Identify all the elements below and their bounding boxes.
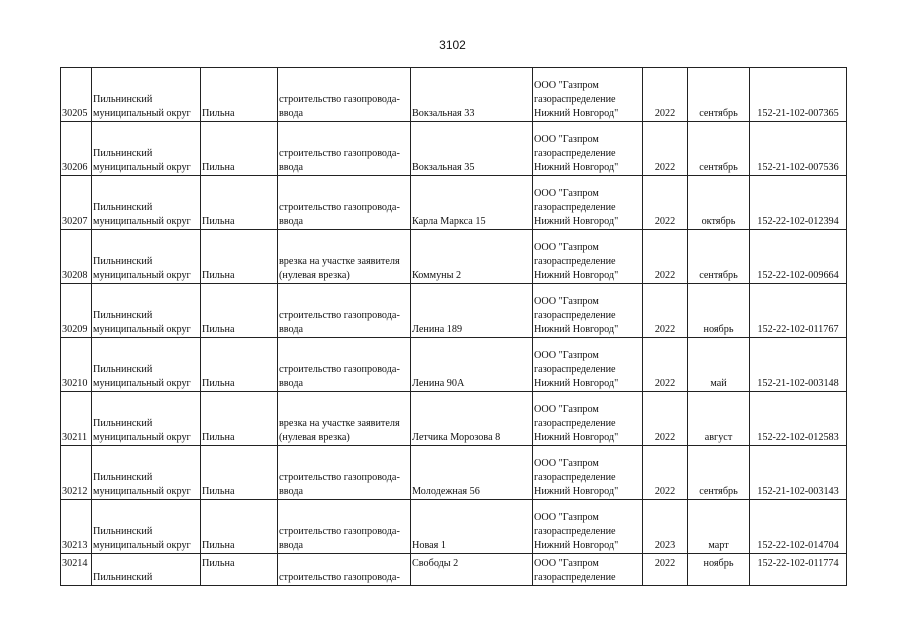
- table-row: [61, 122, 847, 176]
- application-code-cell: 152-22-102-012394: [750, 176, 847, 230]
- organization-cell: ООО "Газпром газораспределение Нижний Новгород": [533, 446, 643, 500]
- settlement-cell: Пильна: [201, 338, 278, 392]
- table-row: [61, 68, 847, 122]
- year-cell: 2022: [643, 446, 688, 500]
- table-row: [61, 554, 847, 586]
- application-code-cell: 152-21-102-003143: [750, 446, 847, 500]
- month-cell: ноябрь: [688, 554, 750, 586]
- settlement-cell: Пильна: [201, 230, 278, 284]
- year-cell: 2022: [643, 68, 688, 122]
- year-cell: 2022: [643, 176, 688, 230]
- table-row: [61, 500, 847, 554]
- page-number: 3102: [439, 38, 466, 52]
- work-type-cell: врезка на участке заявителя (нулевая врезка): [278, 392, 411, 446]
- application-code-cell: 152-22-102-012583: [750, 392, 847, 446]
- organization-cell: ООО "Газпром газораспределение Нижний Новгород": [533, 500, 643, 554]
- work-type-cell: врезка на участке заявителя (нулевая врезка): [278, 230, 411, 284]
- month-cell: август: [688, 392, 750, 446]
- settlement-cell: Пильна: [201, 68, 278, 122]
- application-code-cell: 152-21-102-003148: [750, 338, 847, 392]
- organization-cell: ООО "Газпром газораспределение Нижний Новгород": [533, 284, 643, 338]
- row-number: 30208: [61, 230, 92, 284]
- application-code-cell: 152-22-102-011767: [750, 284, 847, 338]
- table-row: [61, 230, 847, 284]
- row-number: 30210: [61, 338, 92, 392]
- address-cell: Карла Маркса 15: [411, 176, 533, 230]
- address-cell: Новая 1: [411, 500, 533, 554]
- organization-cell: ООО "Газпром газораспределение Нижний Новгород": [533, 122, 643, 176]
- year-cell: 2023: [643, 500, 688, 554]
- work-type-cell: строительство газопровода- ввода: [278, 338, 411, 392]
- table-row: [61, 176, 847, 230]
- work-type-cell: строительство газопровода- ввода: [278, 446, 411, 500]
- month-cell: май: [688, 338, 750, 392]
- application-code-cell: 152-22-102-011774: [750, 554, 847, 586]
- year-cell: 2022: [643, 284, 688, 338]
- month-cell: сентябрь: [688, 68, 750, 122]
- municipality-cell: Пильнинский муниципальный округ: [92, 446, 201, 500]
- organization-cell: ООО "Газпром газораспределение Нижний Новгород": [533, 230, 643, 284]
- work-type-cell: строительство газопровода- ввода: [278, 176, 411, 230]
- table-row: [61, 338, 847, 392]
- application-code-cell: 152-21-102-007365: [750, 68, 847, 122]
- work-type-cell: строительство газопровода- ввода: [278, 122, 411, 176]
- organization-cell: ООО "Газпром газораспределение Нижний Новгород": [533, 392, 643, 446]
- organization-cell: ООО "Газпром газораспределение: [533, 554, 643, 586]
- settlement-cell: Пильна: [201, 392, 278, 446]
- application-code-cell: 152-22-102-014704: [750, 500, 847, 554]
- work-type-cell: строительство газопровода- ввода: [278, 68, 411, 122]
- row-number: 30212: [61, 446, 92, 500]
- application-code-cell: 152-22-102-009664: [750, 230, 847, 284]
- month-cell: ноябрь: [688, 284, 750, 338]
- organization-cell: ООО "Газпром газораспределение Нижний Новгород": [533, 338, 643, 392]
- organization-cell: ООО "Газпром газораспределение Нижний Новгород": [533, 176, 643, 230]
- year-cell: 2022: [643, 554, 688, 586]
- month-cell: сентябрь: [688, 230, 750, 284]
- settlement-cell: Пильна: [201, 122, 278, 176]
- gas-connection-table: [60, 67, 847, 586]
- row-number: 30214: [61, 554, 92, 586]
- year-cell: 2022: [643, 392, 688, 446]
- settlement-cell: Пильна: [201, 500, 278, 554]
- table-row: [61, 392, 847, 446]
- table-body: [61, 68, 847, 586]
- municipality-cell: Пильнинский муниципальный округ: [92, 230, 201, 284]
- address-cell: Летчика Морозова 8: [411, 392, 533, 446]
- application-code-cell: 152-21-102-007536: [750, 122, 847, 176]
- month-cell: сентябрь: [688, 446, 750, 500]
- settlement-cell: Пильна: [201, 446, 278, 500]
- municipality-cell: Пильнинский муниципальный округ: [92, 338, 201, 392]
- year-cell: 2022: [643, 230, 688, 284]
- row-number: 30206: [61, 122, 92, 176]
- row-number: 30207: [61, 176, 92, 230]
- month-cell: сентябрь: [688, 122, 750, 176]
- organization-cell: ООО "Газпром газораспределение Нижний Новгород": [533, 68, 643, 122]
- municipality-cell: Пильнинский муниципальный округ: [92, 176, 201, 230]
- municipality-cell: Пильнинский муниципальный округ: [92, 500, 201, 554]
- municipality-cell: Пильнинский муниципальный округ: [92, 68, 201, 122]
- municipality-cell: Пильнинский муниципальный округ: [92, 122, 201, 176]
- table-row: [61, 284, 847, 338]
- year-cell: 2022: [643, 122, 688, 176]
- municipality-cell: Пильнинский муниципальный округ: [92, 392, 201, 446]
- settlement-cell: Пильна: [201, 554, 278, 586]
- municipality-cell: Пильнинский: [92, 554, 201, 586]
- settlement-cell: Пильна: [201, 284, 278, 338]
- address-cell: Коммуны 2: [411, 230, 533, 284]
- row-number: 30213: [61, 500, 92, 554]
- row-number: 30211: [61, 392, 92, 446]
- address-cell: Ленина 189: [411, 284, 533, 338]
- table-row: [61, 446, 847, 500]
- month-cell: март: [688, 500, 750, 554]
- row-number: 30209: [61, 284, 92, 338]
- settlement-cell: Пильна: [201, 176, 278, 230]
- address-cell: Молодежная 56: [411, 446, 533, 500]
- row-number: 30205: [61, 68, 92, 122]
- municipality-cell: Пильнинский муниципальный округ: [92, 284, 201, 338]
- address-cell: Свободы 2: [411, 554, 533, 586]
- address-cell: Ленина 90А: [411, 338, 533, 392]
- month-cell: октябрь: [688, 176, 750, 230]
- address-cell: Вокзальная 35: [411, 122, 533, 176]
- work-type-cell: строительство газопровода- ввода: [278, 500, 411, 554]
- work-type-cell: строительство газопровода-: [278, 554, 411, 586]
- work-type-cell: строительство газопровода- ввода: [278, 284, 411, 338]
- address-cell: Вокзальная 33: [411, 68, 533, 122]
- year-cell: 2022: [643, 338, 688, 392]
